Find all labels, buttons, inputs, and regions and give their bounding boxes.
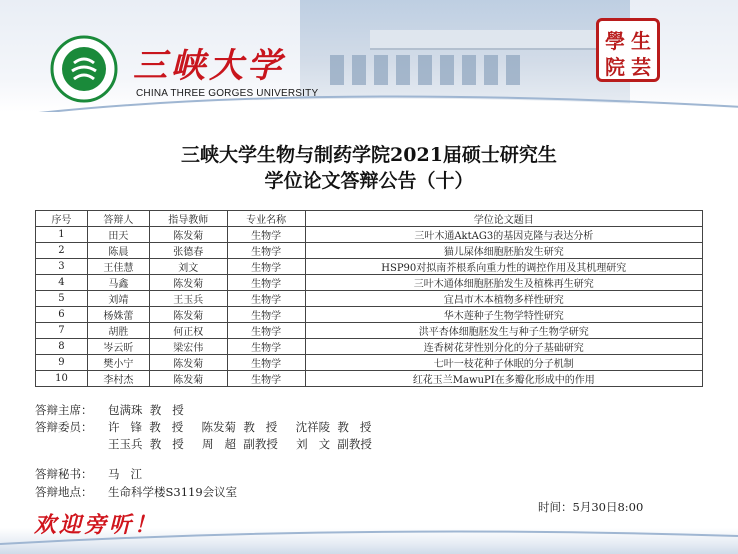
cell-thesis-title: 七叶一枝花种子休眠的分子机制 xyxy=(305,355,702,371)
members-line2: 王玉兵 教 授 周 超 副教授 刘 文 副教授 xyxy=(108,437,372,451)
table-row xyxy=(36,291,703,307)
cell-thesis-title: 三叶木通AktAG3的基因克隆与表达分析 xyxy=(305,227,702,243)
seal-char: 生 xyxy=(631,29,651,53)
building-window xyxy=(418,55,432,85)
header-major: 专业名称 xyxy=(227,211,305,227)
cell-student: 陈晨 xyxy=(87,243,149,259)
cell-student: 杨姝蕾 xyxy=(87,307,149,323)
notice-title-line2: 学位论文答辩公告（十） xyxy=(264,170,474,192)
cell-index: 2 xyxy=(36,243,88,259)
header-swoosh xyxy=(0,92,738,112)
seal-char: 芸 xyxy=(631,55,651,79)
notice-title-line1: 三峡大学生物与制药学院2021届硕士研究生 xyxy=(181,144,557,166)
cell-major: 生物学 xyxy=(227,275,305,291)
defense-time: 时间：5月30日8:00 xyxy=(538,500,644,514)
university-name-en: CHINA THREE GORGES UNIVERSITY xyxy=(136,88,319,99)
college-seal-icon xyxy=(596,18,660,82)
table-header-row xyxy=(36,211,703,227)
table-row xyxy=(36,307,703,323)
cell-thesis-title: 红花玉兰MawuPI在多瓣化形成中的作用 xyxy=(305,371,702,387)
cell-index: 10 xyxy=(36,371,88,387)
building-window xyxy=(374,55,388,85)
cell-student: 樊小宁 xyxy=(87,355,149,371)
cell-major: 生物学 xyxy=(227,291,305,307)
cell-advisor: 陈发菊 xyxy=(149,307,227,323)
cell-advisor: 陈发菊 xyxy=(149,275,227,291)
header-index: 序号 xyxy=(36,211,88,227)
cell-advisor: 陈发菊 xyxy=(149,371,227,387)
cell-thesis-title: 三叶木通体细胞胚胎发生及植株再生研究 xyxy=(305,275,702,291)
cell-major: 生物学 xyxy=(227,243,305,259)
defense-schedule-table xyxy=(35,210,703,387)
cell-advisor: 何正权 xyxy=(149,323,227,339)
cell-student: 田天 xyxy=(87,227,149,243)
cell-index: 4 xyxy=(36,275,88,291)
building-window xyxy=(484,55,498,85)
cell-advisor: 梁宏伟 xyxy=(149,339,227,355)
cell-student: 马鑫 xyxy=(87,275,149,291)
building-window xyxy=(330,55,344,85)
cell-student: 李村杰 xyxy=(87,371,149,387)
chair-label: 答辩主席： xyxy=(35,403,93,417)
location-label: 答辩地点： xyxy=(35,485,93,499)
cell-student: 王佳慧 xyxy=(87,259,149,275)
seal-char: 學 xyxy=(605,29,625,53)
cell-advisor: 陈发菊 xyxy=(149,227,227,243)
cell-thesis-title: HSP90对拟南芥根系向重力性的调控作用及其机理研究 xyxy=(305,259,702,275)
cell-index: 6 xyxy=(36,307,88,323)
building-window xyxy=(352,55,366,85)
cell-major: 生物学 xyxy=(227,227,305,243)
members-line1: 许 锋 教 授 陈发菊 教 授 沈祥陵 教 授 xyxy=(108,420,372,434)
cell-major: 生物学 xyxy=(227,371,305,387)
secretary-value: 马 江 xyxy=(108,467,142,481)
cell-major: 生物学 xyxy=(227,307,305,323)
building-window xyxy=(462,55,476,85)
table-row xyxy=(36,259,703,275)
building-roof xyxy=(370,30,600,50)
welcome-text: 欢迎旁听！ xyxy=(34,512,160,538)
table-row xyxy=(36,339,703,355)
cell-index: 7 xyxy=(36,323,88,339)
building-window xyxy=(396,55,410,85)
table-row xyxy=(36,371,703,387)
header-thesis-title: 学位论文题目 xyxy=(305,211,702,227)
cell-advisor: 王玉兵 xyxy=(149,291,227,307)
cell-index: 3 xyxy=(36,259,88,275)
university-name-cn: 三峡大学 xyxy=(133,46,285,86)
building-window xyxy=(440,55,454,85)
cell-thesis-title: 宜昌市木本植物多样性研究 xyxy=(305,291,702,307)
cell-student: 刘靖 xyxy=(87,291,149,307)
table-row xyxy=(36,323,703,339)
cell-advisor: 陈发菊 xyxy=(149,355,227,371)
cell-major: 生物学 xyxy=(227,355,305,371)
chair-value: 包满珠 教 授 xyxy=(108,403,184,417)
cell-advisor: 刘文 xyxy=(149,259,227,275)
seal-char: 院 xyxy=(605,55,625,79)
table-row xyxy=(36,243,703,259)
header-student: 答辩人 xyxy=(87,211,149,227)
table-row xyxy=(36,355,703,371)
cell-student: 胡胜 xyxy=(87,323,149,339)
cell-thesis-title: 洪平杏体细胞胚发生与种子生物学研究 xyxy=(305,323,702,339)
table-row xyxy=(36,275,703,291)
cell-index: 8 xyxy=(36,339,88,355)
building-window xyxy=(506,55,520,85)
cell-student: 岑云昕 xyxy=(87,339,149,355)
location-value: 生命科学楼S3119会议室 xyxy=(108,485,238,499)
cell-index: 5 xyxy=(36,291,88,307)
cell-major: 生物学 xyxy=(227,259,305,275)
cell-thesis-title: 连香树花芽性别分化的分子基础研究 xyxy=(305,339,702,355)
members-label: 答辩委员： xyxy=(35,420,93,434)
header-advisor: 指导教师 xyxy=(149,211,227,227)
cell-major: 生物学 xyxy=(227,323,305,339)
cell-major: 生物学 xyxy=(227,339,305,355)
cell-thesis-title: 华木莲种子生物学特性研究 xyxy=(305,307,702,323)
cell-index: 1 xyxy=(36,227,88,243)
header-banner xyxy=(0,0,738,112)
table-row xyxy=(36,227,703,243)
cell-advisor: 张德春 xyxy=(149,243,227,259)
cell-thesis-title: 猫儿屎体细胞胚胎发生研究 xyxy=(305,243,702,259)
cell-index: 9 xyxy=(36,355,88,371)
secretary-label: 答辩秘书： xyxy=(35,467,93,481)
